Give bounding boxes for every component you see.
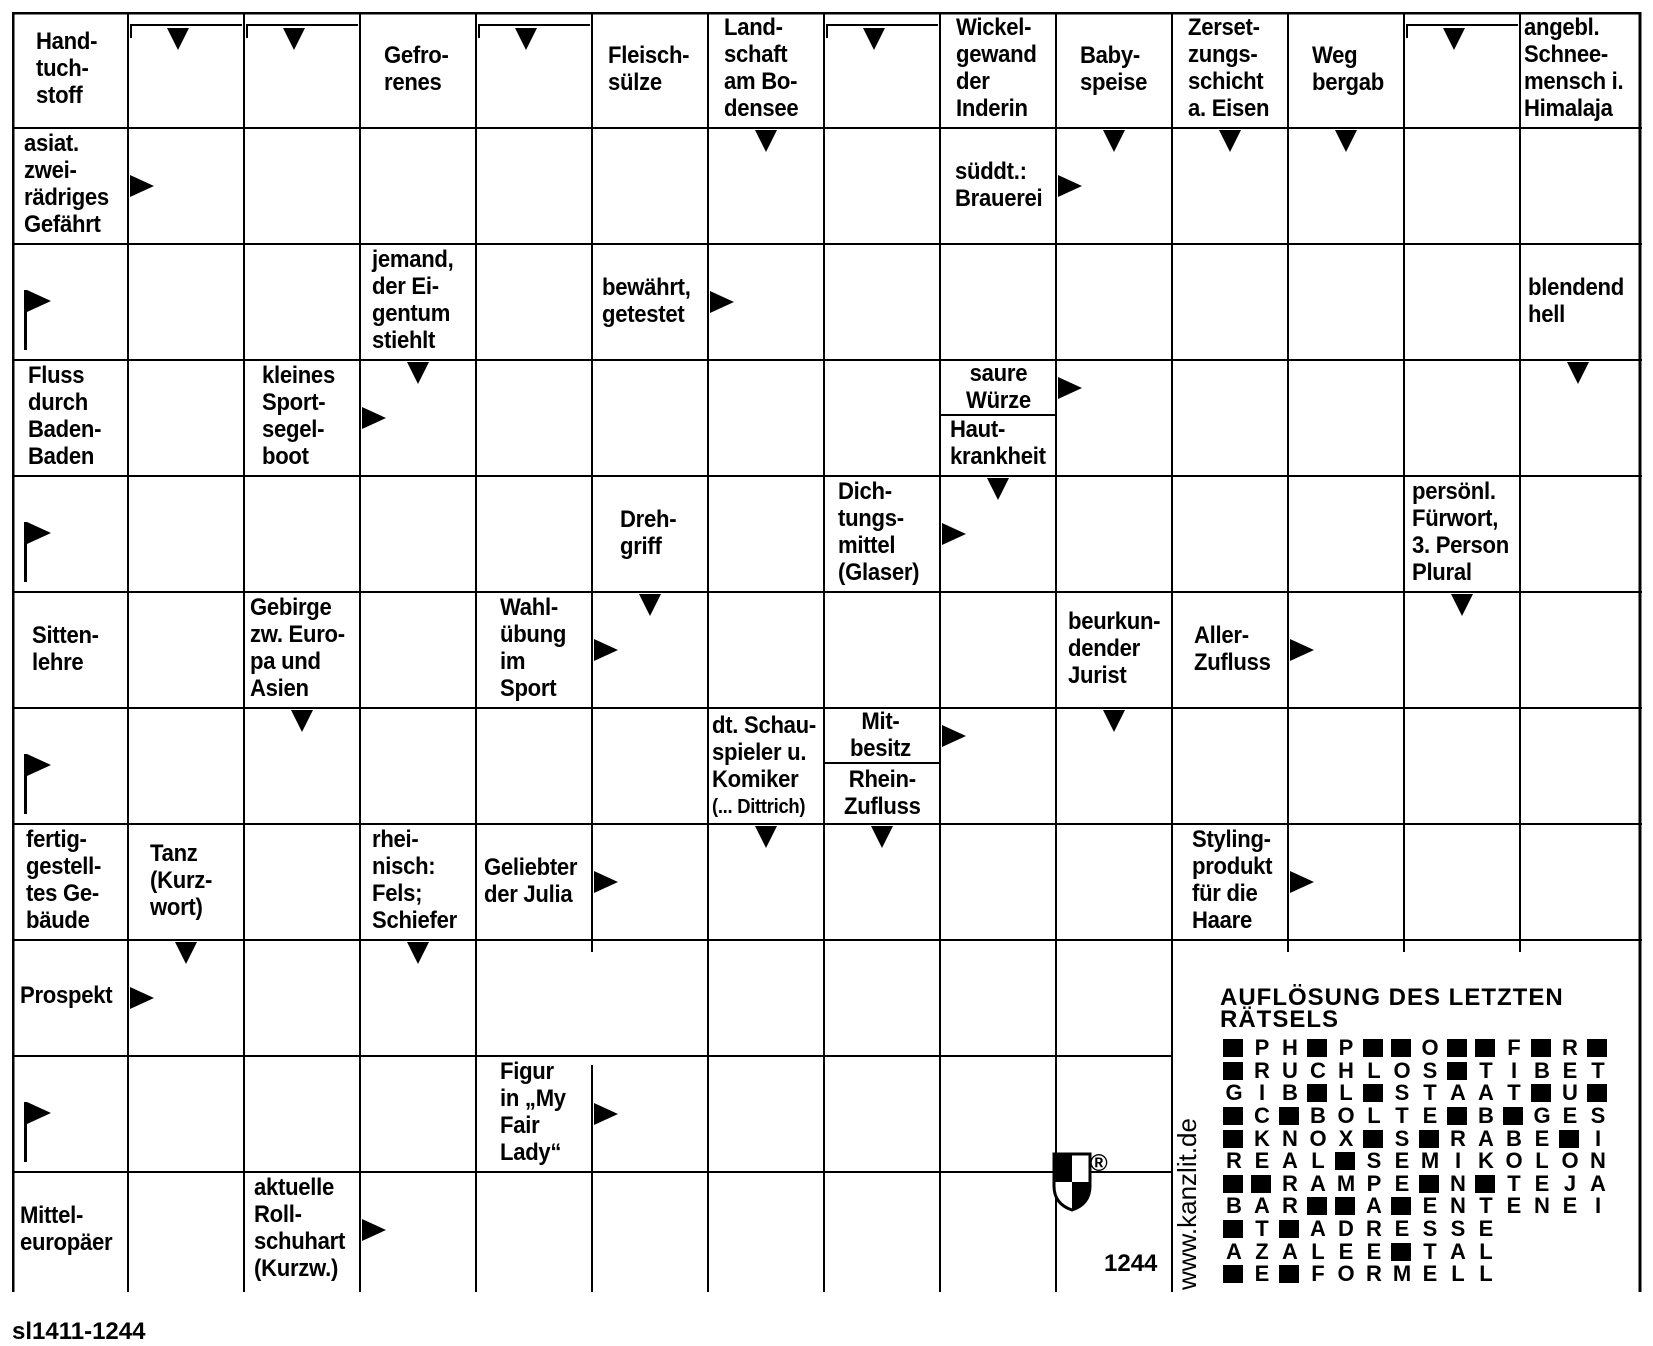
- clue-jemand: jemand, der Ei- gentum stiehlt: [372, 246, 454, 354]
- down-arrow-icon: [755, 130, 777, 152]
- solution-letter: E: [1366, 1238, 1382, 1264]
- down-arrow-icon: [407, 362, 429, 384]
- solution-letter: L: [1311, 1148, 1325, 1174]
- solution-black-square: [1220, 1060, 1248, 1082]
- solution-black-square: [1416, 1128, 1444, 1150]
- solution-letter: G: [1225, 1080, 1243, 1106]
- solution-letter: S: [1422, 1216, 1438, 1242]
- solution-letter: F: [1507, 1035, 1521, 1061]
- clue-figur: Figur in „My Fair Lady“: [500, 1058, 566, 1166]
- solution-black-square: [1388, 1195, 1416, 1217]
- solution-grid: [1220, 1037, 1640, 1286]
- solution-letter: N: [1282, 1125, 1298, 1151]
- down-arrow-icon: [755, 826, 777, 848]
- solution-letter: E: [1506, 1193, 1522, 1219]
- clue-dittrich: (... Dittrich): [712, 796, 806, 818]
- clue-tanz: Tanz (Kurz- wort): [150, 840, 213, 921]
- right-arrow-icon: [594, 871, 618, 893]
- clue-zersetzung: Zerset- zungs- schicht a. Eisen: [1188, 14, 1270, 122]
- solution-letter: U: [1562, 1080, 1578, 1106]
- solution-row: [1220, 1170, 1640, 1196]
- puzzle-code: sl1411-1244: [12, 1318, 146, 1345]
- solution-letter: O: [1561, 1148, 1579, 1174]
- solution-letter: E: [1394, 1216, 1410, 1242]
- solution-letter: J: [1563, 1170, 1577, 1196]
- solution-letter: A: [1450, 1080, 1466, 1106]
- solution-letter: L: [1311, 1238, 1325, 1264]
- solution-letter: B: [1506, 1125, 1522, 1151]
- down-arrow-icon: [1219, 130, 1241, 152]
- solution-letter: R: [1366, 1261, 1382, 1287]
- solution-black-square: [1276, 1218, 1304, 1240]
- solution-black-square: [1556, 1128, 1584, 1150]
- puzzle-number: 1244: [1104, 1250, 1158, 1277]
- solution-black-square: [1220, 1128, 1248, 1150]
- solution-letter: K: [1254, 1125, 1270, 1151]
- clue-rheinisch: rhei- nisch: Fels; Schiefer: [372, 826, 457, 934]
- solution-letter: A: [1310, 1170, 1326, 1196]
- solution-black-square: [1276, 1263, 1304, 1285]
- solution-letter: D: [1338, 1216, 1354, 1242]
- solution-row: [1220, 1037, 1640, 1060]
- header-connector-line: [1406, 24, 1518, 26]
- solution-letter: S: [1590, 1103, 1606, 1129]
- down-arrow-icon: [407, 942, 429, 964]
- solution-black-square: [1360, 1037, 1388, 1059]
- clue-prospekt: Prospekt: [20, 982, 113, 1009]
- solution-black-square: [1220, 1263, 1248, 1285]
- solution-letter: T: [1423, 1080, 1437, 1106]
- right-arrow-icon: [1058, 377, 1082, 399]
- solution-letter: E: [1422, 1261, 1438, 1287]
- solution-letter: A: [1478, 1125, 1494, 1151]
- down-arrow-icon: [1443, 28, 1465, 50]
- clue-landschaft: Land- schaft am Bo- densee: [724, 14, 799, 122]
- down-arrow-icon: [1103, 130, 1125, 152]
- solution-letter: U: [1282, 1057, 1298, 1083]
- solution-letter: M: [1392, 1261, 1412, 1287]
- solution-black-square: [1304, 1037, 1332, 1059]
- solution-letter: F: [1311, 1261, 1325, 1287]
- clue-fleischsuelze: Fleisch- sülze: [608, 42, 690, 96]
- right-arrow-icon: [130, 987, 154, 1009]
- right-arrow-icon: [1290, 639, 1314, 661]
- clue-sportsegel: kleines Sport- segel- boot: [262, 362, 335, 470]
- solution-letter: R: [1366, 1216, 1382, 1242]
- right-arrow-icon: [942, 725, 966, 747]
- solution-letter: O: [1337, 1103, 1355, 1129]
- solution-letter: I: [1594, 1125, 1602, 1151]
- solution-letter: A: [1254, 1193, 1270, 1219]
- down-arrow-icon: [1567, 362, 1589, 384]
- clue-rhein: Rhein- Zufluss: [844, 766, 921, 820]
- solution-black-square: [1220, 1037, 1248, 1059]
- solution-black-square: [1472, 1037, 1500, 1059]
- solution-black-square: [1332, 1150, 1360, 1172]
- solution-letter: A: [1282, 1238, 1298, 1264]
- solution-letter: N: [1590, 1148, 1606, 1174]
- clue-wegbergab: Weg bergab: [1312, 42, 1384, 96]
- clue-haut: Haut- krankheit: [950, 416, 1046, 470]
- clue-gefrorenes: Gefro- renes: [384, 42, 449, 96]
- solution-black-square: [1444, 1105, 1472, 1127]
- solution-letter: G: [1533, 1103, 1551, 1129]
- clue-fluss: Fluss durch Baden- Baden: [28, 362, 102, 470]
- solution-black-square: [1444, 1037, 1472, 1059]
- solution-letter: A: [1590, 1170, 1606, 1196]
- solution-letter: R: [1282, 1170, 1298, 1196]
- clue-rollschuh: aktuelle Roll- schuhart (Kurzw.): [254, 1174, 346, 1282]
- solution-letter: H: [1338, 1057, 1354, 1083]
- solution-letter: C: [1310, 1057, 1326, 1083]
- solution-letter: T: [1395, 1103, 1409, 1129]
- solution-letter: S: [1366, 1148, 1382, 1174]
- solution-black-square: [1528, 1082, 1556, 1104]
- clue-gebirge: Gebirge zw. Euro- pa und Asien: [250, 594, 345, 702]
- solution-letter: E: [1562, 1103, 1578, 1129]
- solution-letter: O: [1505, 1148, 1523, 1174]
- solution-black-square: [1360, 1082, 1388, 1104]
- solution-letter: E: [1338, 1238, 1354, 1264]
- solution-letter: O: [1393, 1057, 1411, 1083]
- crossword-board: [12, 12, 1642, 1292]
- solution-letter: S: [1422, 1057, 1438, 1083]
- down-arrow-icon: [863, 28, 885, 50]
- clue-mittel: Mittel- europäer: [20, 1202, 113, 1256]
- solution-panel: [1220, 984, 1640, 1287]
- solution-black-square: [1444, 1060, 1472, 1082]
- solution-letter: E: [1394, 1148, 1410, 1174]
- shield-logo-icon: [1052, 1152, 1092, 1212]
- solution-letter: K: [1478, 1148, 1494, 1174]
- down-arrow-icon: [291, 710, 313, 732]
- clue-jurist: beurkun- dender Jurist: [1068, 608, 1161, 689]
- solution-letter: B: [1226, 1193, 1242, 1219]
- solution-letter: P: [1254, 1035, 1270, 1061]
- solution-letter: A: [1282, 1148, 1298, 1174]
- clue-asiat: asiat. zwei- rädriges Gefährt: [24, 130, 109, 238]
- solution-letter: E: [1254, 1148, 1270, 1174]
- right-arrow-icon: [1058, 175, 1082, 197]
- solution-letter: E: [1422, 1193, 1438, 1219]
- down-arrow-icon: [639, 594, 661, 616]
- solution-letter: E: [1562, 1193, 1578, 1219]
- right-arrow-icon: [594, 1103, 618, 1125]
- solution-letter: L: [1367, 1103, 1381, 1129]
- clue-drehgriff: Dreh- griff: [620, 506, 677, 560]
- header-connector-line: [478, 24, 590, 26]
- clue-aller: Aller- Zufluss: [1194, 622, 1271, 676]
- solution-title: AUFLÖSUNG DES LETZTEN RÄTSELS: [1220, 984, 1564, 1033]
- clue-dichtung: Dich- tungs- mittel (Glaser): [838, 478, 920, 586]
- solution-black-square: [1220, 1105, 1248, 1127]
- solution-row: [1220, 1082, 1640, 1105]
- solution-letter: I: [1510, 1057, 1518, 1083]
- solution-letter: L: [1535, 1148, 1549, 1174]
- solution-letter: L: [1367, 1057, 1381, 1083]
- solution-black-square: [1500, 1105, 1528, 1127]
- right-arrow-icon: [130, 175, 154, 197]
- solution-letter: B: [1478, 1103, 1494, 1129]
- solution-letter: E: [1534, 1170, 1550, 1196]
- solution-letter: B: [1282, 1080, 1298, 1106]
- down-arrow-icon: [1451, 594, 1473, 616]
- solution-black-square: [1528, 1037, 1556, 1059]
- right-arrow-icon: [362, 1219, 386, 1241]
- solution-letter: A: [1310, 1216, 1326, 1242]
- solution-letter: O: [1337, 1261, 1355, 1287]
- solution-black-square: [1388, 1241, 1416, 1263]
- solution-black-square: [1304, 1082, 1332, 1104]
- solution-letter: H: [1282, 1035, 1298, 1061]
- solution-letter: R: [1562, 1035, 1578, 1061]
- clue-mitbesitz: Mit- besitz: [850, 708, 911, 762]
- right-arrow-icon: [710, 291, 734, 313]
- header-connector-line: [246, 24, 358, 26]
- solution-letter: T: [1507, 1080, 1521, 1106]
- solution-letter: L: [1479, 1238, 1493, 1264]
- clue-blendend: blendend hell: [1528, 274, 1624, 328]
- solution-black-square: [1332, 1195, 1360, 1217]
- solution-letter: N: [1450, 1193, 1466, 1219]
- solution-letter: P: [1366, 1170, 1382, 1196]
- solution-letter: N: [1534, 1193, 1550, 1219]
- solution-letter: P: [1338, 1035, 1354, 1061]
- solution-row: [1220, 1150, 1640, 1173]
- clue-handtuchstoff: Hand- tuch- stoff: [36, 28, 98, 109]
- solution-letter: I: [1258, 1080, 1266, 1106]
- solution-letter: O: [1309, 1125, 1327, 1151]
- solution-black-square: [1388, 1037, 1416, 1059]
- solution-letter: E: [1534, 1125, 1550, 1151]
- solution-black-square: [1584, 1082, 1612, 1104]
- down-arrow-icon: [871, 826, 893, 848]
- solution-black-square: [1248, 1173, 1276, 1195]
- solution-letter: I: [1594, 1193, 1602, 1219]
- down-arrow-icon: [167, 28, 189, 50]
- solution-letter: A: [1366, 1193, 1382, 1219]
- solution-row: [1220, 1218, 1640, 1241]
- right-arrow-icon: [362, 407, 386, 429]
- solution-black-square: [1584, 1037, 1612, 1059]
- header-connector-line: [826, 24, 938, 26]
- clue-julia: Geliebter der Julia: [484, 854, 578, 908]
- clue-styling: Styling- produkt für die Haare: [1192, 826, 1273, 934]
- solution-row: [1220, 1195, 1640, 1218]
- down-arrow-icon: [987, 478, 1009, 500]
- down-arrow-icon: [1335, 130, 1357, 152]
- solution-letter: E: [1422, 1103, 1438, 1129]
- clue-schau: dt. Schau- spieler u. Komiker: [712, 712, 816, 793]
- solution-letter: E: [1254, 1261, 1270, 1287]
- solution-letter: S: [1450, 1216, 1466, 1242]
- solution-letter: C: [1254, 1103, 1270, 1129]
- solution-letter: O: [1421, 1035, 1439, 1061]
- solution-letter: A: [1450, 1238, 1466, 1264]
- clue-schneemensch: angebl. Schnee- mensch i. Himalaja: [1524, 14, 1624, 122]
- solution-letter: L: [1339, 1080, 1353, 1106]
- solution-row: [1220, 1240, 1640, 1263]
- right-arrow-icon: [942, 523, 966, 545]
- clue-wahl: Wahl- übung im Sport: [500, 594, 567, 702]
- solution-letter: E: [1478, 1216, 1494, 1242]
- down-arrow-icon: [283, 28, 305, 50]
- solution-black-square: [1276, 1105, 1304, 1127]
- header-connector-line: [130, 24, 242, 26]
- solution-letter: R: [1450, 1125, 1466, 1151]
- solution-letter: B: [1534, 1057, 1550, 1083]
- solution-row: [1220, 1105, 1640, 1128]
- clue-saure: saure Würze: [966, 360, 1031, 414]
- right-arrow-icon: [1290, 871, 1314, 893]
- solution-letter: N: [1450, 1170, 1466, 1196]
- solution-letter: L: [1451, 1261, 1465, 1287]
- website-url: www.kanzlit.de: [1172, 1118, 1202, 1290]
- solution-letter: T: [1255, 1216, 1269, 1242]
- down-arrow-icon: [175, 942, 197, 964]
- solution-black-square: [1220, 1173, 1248, 1195]
- clue-wickelgewand: Wickel- gewand der Inderin: [956, 14, 1037, 122]
- clue-fertig: fertig- gestell- tes Ge- bäude: [26, 826, 102, 934]
- solution-letter: S: [1394, 1080, 1410, 1106]
- solution-letter: R: [1282, 1193, 1298, 1219]
- clue-bewaehrt: bewährt, getestet: [602, 274, 691, 328]
- solution-letter: Z: [1255, 1238, 1269, 1264]
- solution-letter: M: [1336, 1170, 1356, 1196]
- solution-letter: M: [1420, 1148, 1440, 1174]
- solution-letter: T: [1479, 1193, 1493, 1219]
- solution-black-square: [1304, 1195, 1332, 1217]
- solution-letter: B: [1310, 1103, 1326, 1129]
- solution-black-square: [1472, 1173, 1500, 1195]
- solution-letter: T: [1507, 1170, 1521, 1196]
- solution-letter: X: [1338, 1125, 1354, 1151]
- solution-letter: L: [1479, 1261, 1493, 1287]
- registered-mark: ®: [1090, 1150, 1108, 1177]
- solution-letter: E: [1562, 1057, 1578, 1083]
- solution-letter: R: [1254, 1057, 1270, 1083]
- solution-letter: T: [1423, 1238, 1437, 1264]
- solution-letter: S: [1394, 1125, 1410, 1151]
- down-arrow-icon: [1103, 710, 1125, 732]
- clue-fuerwort: persönl. Fürwort, 3. Person Plural: [1412, 478, 1509, 586]
- solution-letter: A: [1478, 1080, 1494, 1106]
- solution-letter: R: [1226, 1148, 1242, 1174]
- clue-sitten: Sitten- lehre: [32, 622, 99, 676]
- solution-letter: T: [1591, 1057, 1605, 1083]
- solution-letter: I: [1454, 1148, 1462, 1174]
- solution-row: [1220, 1263, 1640, 1286]
- right-arrow-icon: [594, 639, 618, 661]
- clue-babyspeise: Baby- speise: [1080, 42, 1148, 96]
- solution-row: [1220, 1057, 1640, 1083]
- solution-letter: E: [1394, 1170, 1410, 1196]
- solution-black-square: [1416, 1173, 1444, 1195]
- solution-letter: T: [1479, 1057, 1493, 1083]
- clue-brauerei: süddt.: Brauerei: [955, 158, 1043, 212]
- solution-black-square: [1220, 1218, 1248, 1240]
- solution-row: [1220, 1127, 1640, 1150]
- solution-black-square: [1360, 1128, 1388, 1150]
- solution-letter: A: [1226, 1238, 1242, 1264]
- down-arrow-icon: [515, 28, 537, 50]
